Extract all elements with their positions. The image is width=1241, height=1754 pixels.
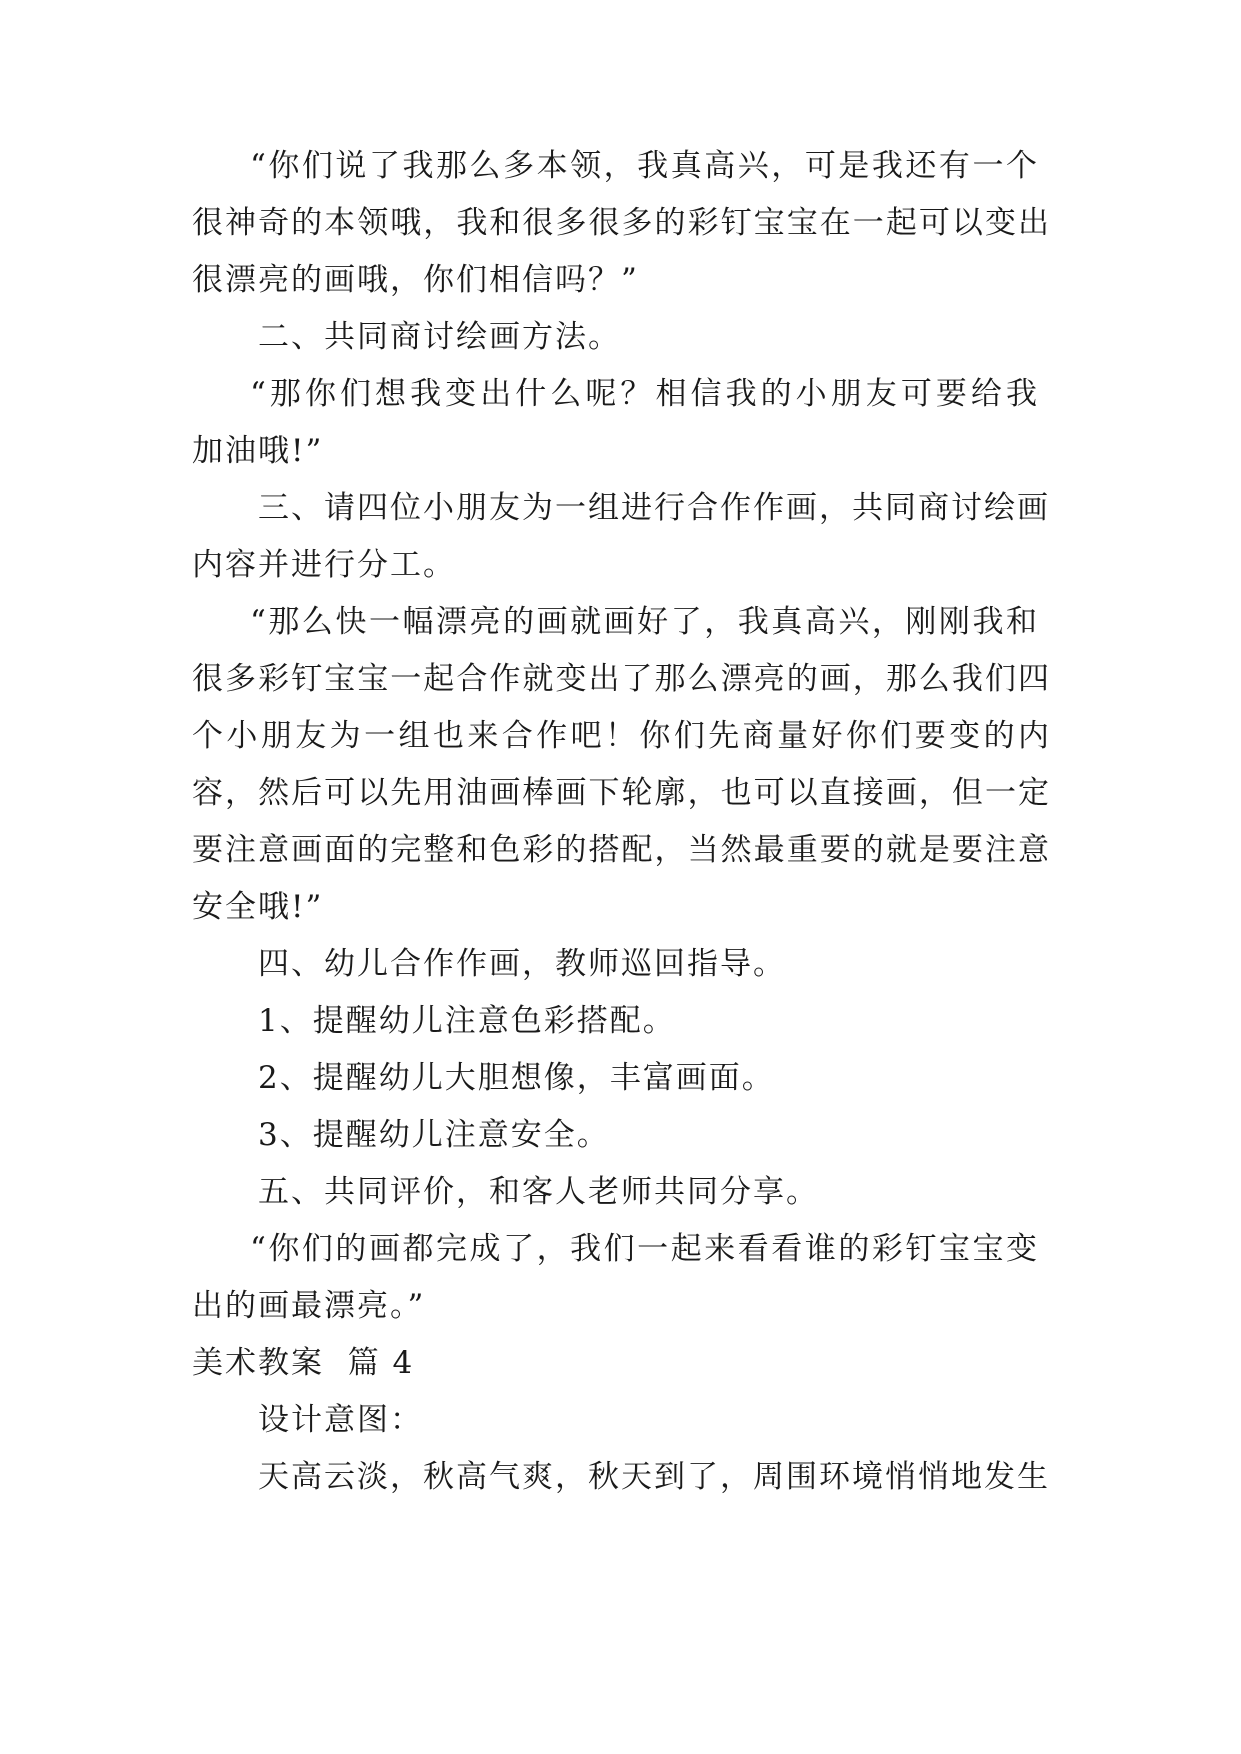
paragraph-line <box>0 146 1241 186</box>
paragraph-line <box>0 1400 1241 1440</box>
paragraph-line <box>0 944 1241 984</box>
line-text: 要注意画面的完整和色彩的搭配，当然最重要的就是要注意 <box>192 832 1049 868</box>
line-text: 3、提醒幼儿注意安全。 <box>258 1117 610 1153</box>
paragraph-line <box>0 602 1241 642</box>
line-text: 天高云淡，秋高气爽，秋天到了，周围环境悄悄地发生 <box>258 1459 1048 1495</box>
line-text: 加油哦!” <box>192 433 324 469</box>
line-text: 出的画最漂亮。” <box>192 1288 426 1324</box>
line-text: 很漂亮的画哦，你们相信吗？” <box>192 262 639 298</box>
line-text: 1、提醒幼儿注意色彩搭配。 <box>258 1003 676 1039</box>
line-text: 很多彩钉宝宝一起合作就变出了那么漂亮的画，那么我们四 <box>192 661 1049 697</box>
line-text: 2、提醒幼儿大胆想像，丰富画面。 <box>258 1060 775 1096</box>
line-text: 三、请四位小朋友为一组进行合作作画，共同商讨绘画 <box>258 490 1048 526</box>
paragraph-line <box>0 431 1241 471</box>
paragraph-line <box>0 1001 1241 1041</box>
paragraph-line <box>0 203 1241 243</box>
paragraph-line <box>0 659 1241 699</box>
paragraph-line <box>0 317 1241 357</box>
paragraph-line <box>0 1172 1241 1212</box>
line-text: 设计意图： <box>258 1402 423 1438</box>
paragraph-line <box>0 488 1241 528</box>
line-text: 二、共同商讨绘画方法。 <box>258 319 621 355</box>
paragraph-line <box>0 773 1241 813</box>
paragraph-line <box>0 1286 1241 1326</box>
paragraph-line <box>0 830 1241 870</box>
paragraph-line <box>0 374 1241 414</box>
line-text: “那你们想我变出什么呢？相信我的小朋友可要给我 <box>250 376 1037 412</box>
paragraph-line <box>0 716 1241 756</box>
line-text: 内容并进行分工。 <box>192 547 456 583</box>
line-text: 很神奇的本领哦，我和很多很多的彩钉宝宝在一起可以变出 <box>192 205 1049 241</box>
heading-text: 美术教案 篇 4 <box>192 1345 415 1381</box>
paragraph-line <box>0 887 1241 927</box>
paragraph-line <box>0 260 1241 300</box>
paragraph-line <box>0 1229 1241 1269</box>
paragraph-line <box>0 1115 1241 1155</box>
line-text: “你们说了我那么多本领，我真高兴，可是我还有一个 <box>250 148 1037 184</box>
line-text: 五、共同评价，和客人老师共同分享。 <box>258 1174 819 1210</box>
line-text: 容，然后可以先用油画棒画下轮廓，也可以直接画，但一定 <box>192 775 1049 811</box>
paragraph-line <box>0 1058 1241 1098</box>
line-text: 个小朋友为一组也来合作吧！你们先商量好你们要变的内 <box>192 718 1049 754</box>
line-text: “那么快一幅漂亮的画就画好了，我真高兴，刚刚我和 <box>250 604 1037 640</box>
paragraph-line <box>0 545 1241 585</box>
section-heading <box>0 1343 1241 1383</box>
line-text: “你们的画都完成了，我们一起来看看谁的彩钉宝宝变 <box>250 1231 1037 1267</box>
line-text: 四、幼儿合作作画，教师巡回指导。 <box>258 946 786 982</box>
line-text: 安全哦!” <box>192 889 324 925</box>
paragraph-line <box>0 1457 1241 1497</box>
